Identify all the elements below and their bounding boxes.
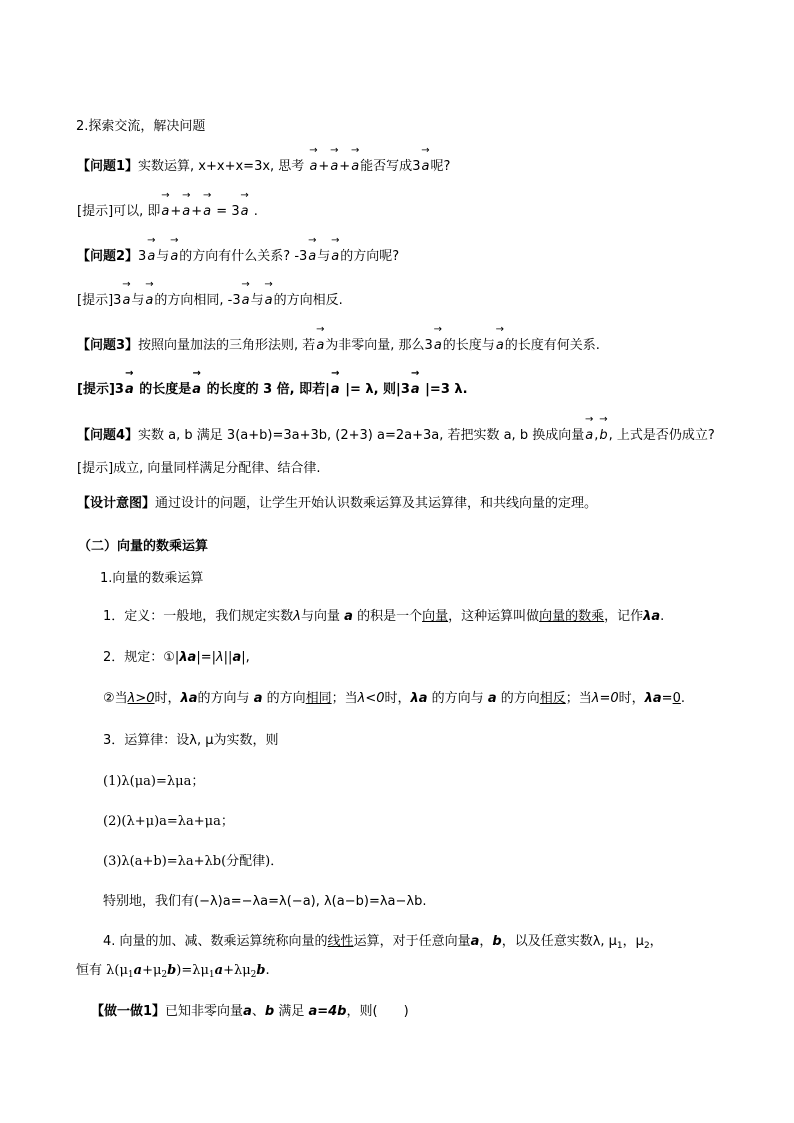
hint-3-text-a: 的长度是 [139, 382, 192, 397]
symbol-a: a [243, 1004, 252, 1019]
definition-term-scalar-mult: 向量的数乘 [539, 609, 605, 624]
symbol-lambda: λ [215, 650, 224, 665]
question-4-text-b: , 上式是否仍成立? [608, 428, 715, 443]
formula-text-b: )=λμ [176, 963, 209, 978]
vector-a: → a [169, 247, 179, 267]
question-2 [77, 247, 399, 267]
symbol-lambda-a: λa [410, 691, 428, 706]
subscript-2: 2 [161, 970, 168, 980]
vector-a: → a [584, 426, 594, 446]
formula-text-a: 恒有 λ(μ [76, 963, 128, 978]
hint-3-text-d: |=3 λ. [425, 382, 468, 397]
coefficient-3: 3 [400, 382, 410, 397]
vector-a: → a [495, 336, 505, 356]
comma: , [594, 428, 599, 443]
subscript-1: 1 [208, 970, 215, 980]
question-1-text-c: 呢? [430, 159, 451, 174]
symbol-lambda-a: λa [644, 691, 662, 706]
hint-1 [77, 202, 258, 222]
rule-2-text-a: ②当 [103, 691, 128, 706]
hint-2 [77, 291, 343, 311]
definition-text-e: ，记作 [604, 609, 644, 624]
vector-a: → a [330, 247, 340, 267]
symbol-a: a [487, 691, 497, 706]
design-intent-text: 通过设计的问题，让学生开始认识数乘运算及其运算律，和共线向量的定理。 [155, 496, 598, 511]
try-it-1-text-b: 满足 [278, 1004, 305, 1019]
hint-2-label: [提示] [77, 293, 114, 308]
question-1 [77, 157, 450, 177]
vector-a: → a [202, 202, 212, 222]
definition-text-a: 1．定义：一般地，我们规定实数 [103, 609, 294, 624]
vector-a: → a [144, 291, 154, 311]
separator: 、 [251, 1004, 265, 1019]
rule-2-text-g: 的方向与 [431, 691, 484, 706]
rule-1-text: 2．规定：①| [103, 650, 180, 665]
rule-2-text-i: ；当 [565, 691, 592, 706]
word-yu: 与 [131, 293, 145, 308]
period: . [660, 609, 665, 624]
rule-2-text-f: 时， [384, 691, 411, 706]
symbol-a: a [253, 691, 263, 706]
rule-2-text-c: 的方向与 [197, 691, 250, 706]
definition-text-b: 与向量 [300, 609, 340, 624]
symbol-a: a [344, 609, 353, 624]
hint-4-label: [提示] [77, 461, 114, 476]
linear-ops-text-c: ，以及任意实数λ, μ [501, 934, 617, 949]
linear-ops-text-b: 运算，对于任意向量 [353, 934, 471, 949]
question-2-text-b: 的方向呢? [340, 249, 400, 264]
question-3-text-b: 为非零向量, 那么 [325, 338, 425, 353]
vector-a: → a [315, 336, 325, 356]
hint-3 [77, 380, 468, 400]
symbol-a: a [214, 963, 224, 978]
formula-text-c: +λμ [223, 963, 251, 978]
definition-text-c: 的积是一个 [357, 609, 423, 624]
question-1-text-a: 实数运算, x+x+x=3x, 思考 [138, 159, 305, 174]
vector-a: → a [420, 157, 430, 177]
vector-a: → a [350, 157, 360, 177]
coefficient-3: 3 [299, 249, 308, 264]
linear-ops-text-a: 4. 向量的加、减、数乘运算统称向量的 [103, 934, 328, 949]
condition-positive: λ>0 [127, 691, 155, 706]
rule-2-text-h: 的方向 [500, 691, 540, 706]
symbol-lambda-a: λa [643, 609, 661, 624]
linear-ops-mu: ，μ [622, 934, 644, 949]
symbol-lambda-a: λa [179, 650, 197, 665]
word-yu: 与 [250, 293, 264, 308]
question-4-label: 【问题4】 [77, 428, 139, 443]
vector-a: → a [181, 202, 191, 222]
coefficient-3: 3 [114, 382, 124, 397]
symbol-a: a [133, 963, 143, 978]
vector-a: → a [146, 247, 156, 267]
rule-1-eq: |=| [196, 650, 216, 665]
linear-ops [103, 932, 663, 956]
rule-1-end: |, [241, 650, 250, 665]
hint-4-text: 成立, 向量同样满足分配律、结合律. [113, 461, 321, 476]
question-4-text-a: 实数 a, b 满足 3(a+b)=3a+3b, (2+3) a=2a+3a, 若把实数 a, b 换成向量 [138, 428, 585, 443]
definition [103, 607, 664, 627]
vector-a: → a [307, 247, 317, 267]
vector-a: → a [241, 291, 251, 311]
hint-2-text-b: 的方向相反. [273, 293, 343, 308]
vector-a: → a [410, 380, 421, 400]
period: . [253, 204, 258, 219]
symbol-lambda: λ [293, 609, 301, 624]
linear-ops-formula [76, 961, 270, 985]
vector-a: → a [264, 291, 274, 311]
condition-expression: a=4b [308, 1004, 347, 1019]
question-3 [77, 336, 600, 356]
vector-a: → a [240, 202, 250, 222]
question-1-text-b: 能否写成 [360, 159, 413, 174]
try-it-1-text-c: ，则( ) [346, 1004, 409, 1019]
subscript-1: 1 [616, 941, 623, 951]
vector-a: → a [330, 380, 341, 400]
hint-3-text-c: |= λ, 则| [345, 382, 401, 397]
plus-sign: + [318, 159, 330, 174]
coefficient-3: 3 [231, 204, 240, 219]
vector-a: → a [160, 202, 170, 222]
question-3-text-c: 的长度与 [442, 338, 495, 353]
symbol-lambda-a: λa [180, 691, 198, 706]
hint-4 [77, 459, 321, 479]
vector-b: → b [598, 426, 608, 446]
condition-negative: λ<0 [357, 691, 385, 706]
law-2: (2)(λ+μ)a=λa+μa； [103, 814, 234, 829]
part-2-heading: （二）向量的数乘运算 [78, 539, 209, 554]
laws-title: 3．运算律：设λ, μ为实数，则 [103, 733, 279, 748]
special-case: 特别地，我们有(−λ)a=−λa=λ(−a), λ(a−b)=λa−λb. [103, 894, 427, 909]
design-intent [77, 494, 597, 514]
vector-a: → a [121, 291, 131, 311]
coefficient-3: 3 [138, 249, 147, 264]
rule-1 [103, 648, 250, 668]
question-2-text-a: 的方向有什么关系? - [179, 249, 300, 264]
vector-a: → a [433, 336, 443, 356]
hint-3-label: [提示] [77, 382, 115, 397]
plus-sign: + [339, 159, 351, 174]
law-1: (1)λ(μa)=λμa； [103, 774, 205, 789]
term-linear: 线性 [327, 934, 354, 949]
symbol-a: a [470, 934, 480, 949]
question-1-label: 【问题1】 [77, 159, 139, 174]
coefficient-3: 3 [113, 293, 122, 308]
hint-3-text-b: 的长度的 3 倍, 即若| [206, 382, 330, 397]
hint-2-text-a: 的方向相同, - [154, 293, 233, 308]
subscript-2: 2 [250, 970, 257, 980]
equals-sign: = [661, 691, 673, 706]
word-yu: 与 [317, 249, 331, 264]
coefficient-3: 3 [412, 159, 421, 174]
law-3: (3)λ(a+b)=λa+λb(分配律)． [103, 854, 284, 869]
try-it-1-text-a: 已知非零向量 [165, 1004, 244, 1019]
condition-zero: λ=0 [591, 691, 619, 706]
period: . [265, 963, 270, 978]
vector-a: → a [329, 157, 339, 177]
rule-2 [103, 689, 685, 709]
definition-term-vector: 向量 [422, 609, 449, 624]
hint-1-text: 可以, 即 [113, 204, 161, 219]
try-it-1-label: 【做一做1】 [91, 1004, 166, 1019]
plus-sign: + [191, 204, 203, 219]
rule-2-text-d: 的方向 [266, 691, 306, 706]
plus-sign: + [170, 204, 182, 219]
question-2-label: 【问题2】 [77, 249, 139, 264]
subscript-2: 2 [643, 941, 650, 951]
section-heading: 2.探索交流，解决问题 [76, 119, 206, 134]
definition-text-d: ，这种运算叫做 [448, 609, 540, 624]
symbol-b: b [256, 963, 266, 978]
symbol-b: b [167, 963, 177, 978]
design-intent-label: 【设计意图】 [77, 496, 156, 511]
question-4 [77, 426, 715, 446]
formula-plus-mu: +μ [142, 963, 162, 978]
subsection-1: 1.向量的数乘运算 [100, 571, 204, 586]
rule-2-text-b: 时， [154, 691, 181, 706]
coefficient-3: 3 [424, 338, 433, 353]
hint-1-label: [提示] [77, 204, 114, 219]
word-yu: 与 [156, 249, 170, 264]
zero-vector: 0 [672, 691, 681, 706]
subscript-1: 1 [127, 970, 134, 980]
vector-a: → a [191, 380, 202, 400]
comma: ， [649, 934, 663, 949]
term-opposite: 相反 [539, 691, 566, 706]
rule-1-bars: || [223, 650, 233, 665]
vector-a: → a [308, 157, 318, 177]
question-3-label: 【问题3】 [77, 338, 139, 353]
symbol-a: a [232, 650, 242, 665]
term-same: 相同 [305, 691, 332, 706]
rule-2-text-e: ；当 [331, 691, 358, 706]
question-3-text-d: 的长度有何关系. [504, 338, 600, 353]
vector-a: → a [124, 380, 135, 400]
question-3-text-a: 按照向量加法的三角形法则, 若 [138, 338, 316, 353]
try-it-1 [91, 1002, 409, 1022]
equals-sign: = [216, 204, 228, 219]
comma: ， [479, 934, 493, 949]
rule-2-text-j: 时， [618, 691, 645, 706]
symbol-b: b [492, 934, 502, 949]
period: . [680, 691, 685, 706]
coefficient-3: 3 [232, 293, 241, 308]
symbol-b: b [264, 1004, 275, 1019]
